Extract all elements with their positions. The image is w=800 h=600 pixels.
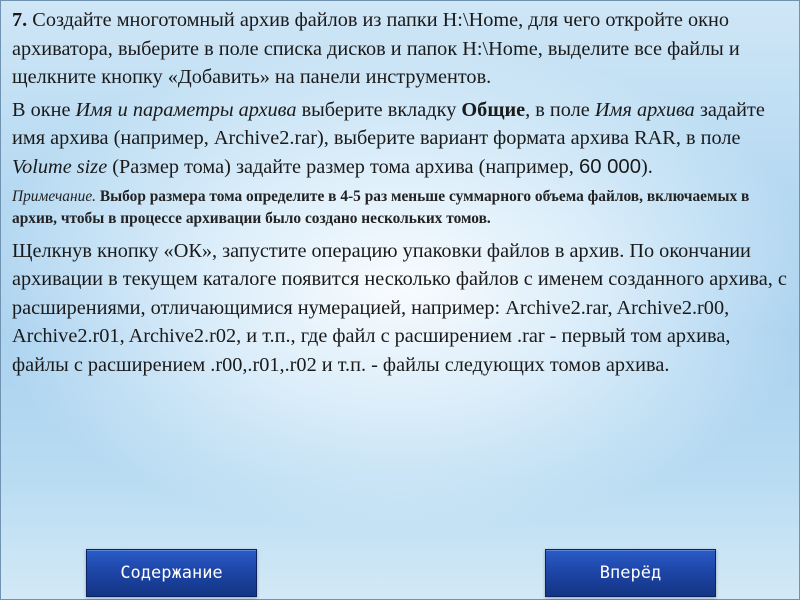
p2-text-3: , в поле bbox=[525, 98, 595, 121]
result-text: Щелкнув кнопку «ОК», запустите операцию упаковки файлов в архив. По окончании архивации в текущем каталоге появится несколько файлов с именем созданного архива, с расширениями, отличающимися нумерацией, например: Archive2.rar, Archive2.r00, Archive2.r01, Archive2.r02, и т.п., где файл с расширением .rar - первый том архива, файлы с расширением .r00,.r01,.r02 и т.п. - файлы следующих томов архива. bbox=[12, 239, 787, 376]
note-label: Примечание. bbox=[12, 187, 97, 205]
p2-field-volume-size: Volume size bbox=[12, 155, 108, 178]
p2-volume-value: 60 000 bbox=[578, 155, 641, 178]
p2-tab-name: Общие bbox=[461, 98, 526, 121]
note-text: Выбор размера тома определите в 4-5 раз меньше суммарного объема файлов, включаемых в архив, чтобы в процессе архивации было создано нескольких томов. bbox=[12, 187, 750, 228]
step-7-paragraph bbox=[12, 6, 788, 92]
p2-text-2: выберите вкладку bbox=[296, 98, 462, 121]
forward-button[interactable] bbox=[545, 549, 716, 597]
p2-text-1: В окне bbox=[12, 98, 76, 121]
step-number: 7. bbox=[12, 9, 28, 31]
p2-window-name: Имя и параметры архива bbox=[75, 98, 297, 121]
contents-button-label: Содержание bbox=[120, 563, 223, 583]
note-paragraph bbox=[12, 186, 788, 231]
p2-text-4: задайте имя архива (например, Archive2.rar), выберите вариант формата архива RAR, в поле bbox=[12, 98, 765, 150]
p2-field-archive-name: Имя архива bbox=[594, 98, 695, 121]
step-7-text: Создайте многотомный архив файлов из папки H:\Home, для чего откройте окно архиватора, выберите в поле списка дисков и папок H:\Home, выделите все файлы и щелкните кнопку «Добавить» на панели инструментов. bbox=[12, 9, 740, 89]
result-paragraph bbox=[12, 237, 788, 380]
forward-button-label: Вперёд bbox=[599, 563, 662, 583]
p2-text-5: (Размер тома) задайте размер тома архива (например, bbox=[107, 155, 579, 178]
contents-button[interactable] bbox=[86, 549, 257, 597]
p2-text-6: ). bbox=[640, 155, 653, 178]
slide-content bbox=[12, 6, 788, 380]
archive-params-paragraph bbox=[12, 96, 788, 182]
